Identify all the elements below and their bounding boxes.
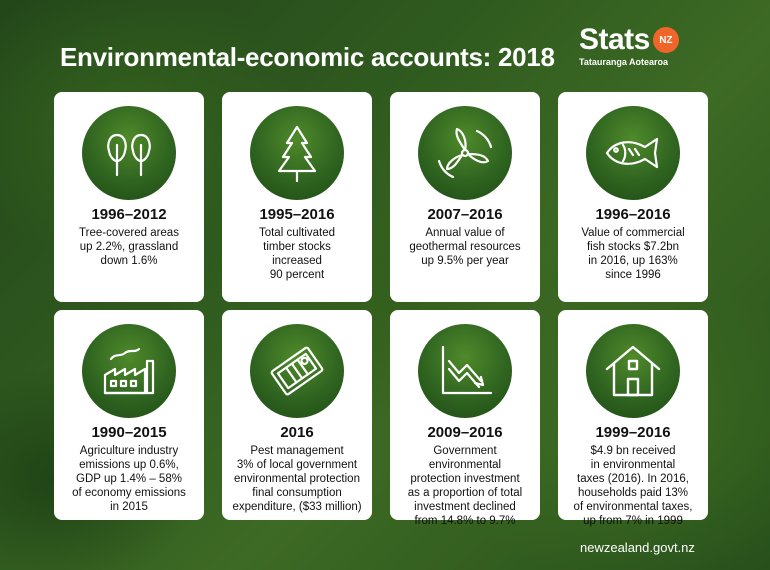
stat-card-pest-management bbox=[222, 310, 372, 520]
card-description: Agriculture industry emissions up 0.6%, GDP up 1.4% – 58% of economy emissions in 2015 bbox=[72, 445, 186, 513]
card-description: Value of commercial fish stocks $7.2bn in 2016, up 163% since 1996 bbox=[581, 227, 685, 281]
page-title: Environmental-economic accounts: 2018 bbox=[60, 42, 555, 72]
card-year: 2016 bbox=[280, 424, 314, 441]
geothermal-icon bbox=[418, 106, 512, 200]
house-icon bbox=[586, 324, 680, 418]
stat-card-geothermal bbox=[390, 92, 540, 302]
card-description: Pest management 3% of local government environmental protection final consumption expenditure, ($33 million) bbox=[232, 445, 362, 513]
card-year: 1996–2012 bbox=[91, 206, 167, 223]
card-description: Annual value of geothermal resources up 9.5% per year bbox=[409, 227, 521, 267]
card-description: Government environmental protection investment as a proportion of total investment declined from 14.8% to 9.7% bbox=[407, 445, 523, 527]
pest-trap-icon bbox=[250, 324, 344, 418]
logo-subtitle: Tatauranga Aotearoa bbox=[579, 57, 669, 67]
card-year: 1995–2016 bbox=[259, 206, 335, 223]
card-description: $4.9 bn received in environmental taxes (2016). In 2016, households paid 13% of environmental taxes, up from 7% in 1999 bbox=[573, 445, 693, 527]
factory-icon bbox=[82, 324, 176, 418]
stat-card-environmental-taxes bbox=[558, 310, 708, 527]
footer-url[interactable]: newzealand.govt.nz bbox=[580, 540, 695, 555]
declining-chart-icon bbox=[418, 324, 512, 418]
pine-tree-icon bbox=[250, 106, 344, 200]
card-description: Total cultivated timber stocks increased 90 percent bbox=[258, 227, 336, 281]
stat-card-agriculture bbox=[54, 310, 204, 520]
card-year: 1990–2015 bbox=[91, 424, 167, 441]
logo-badge: NZ bbox=[653, 27, 679, 53]
card-description: Tree-covered areas up 2.2%, grassland down 1.6% bbox=[79, 227, 179, 267]
logo-wordmark: Stats bbox=[579, 23, 650, 56]
card-year: 1996–2016 bbox=[595, 206, 671, 223]
stat-card-tree-cover bbox=[54, 92, 204, 302]
card-year: 1999–2016 bbox=[595, 424, 671, 441]
stat-card-timber bbox=[222, 92, 372, 302]
fish-icon bbox=[586, 106, 680, 200]
stat-card-fish bbox=[558, 92, 708, 302]
card-year: 2007–2016 bbox=[427, 206, 503, 223]
stat-card-investment bbox=[390, 310, 540, 527]
card-year: 2009–2016 bbox=[427, 424, 503, 441]
trees-icon bbox=[82, 106, 176, 200]
stats-nz-logo bbox=[579, 24, 679, 67]
